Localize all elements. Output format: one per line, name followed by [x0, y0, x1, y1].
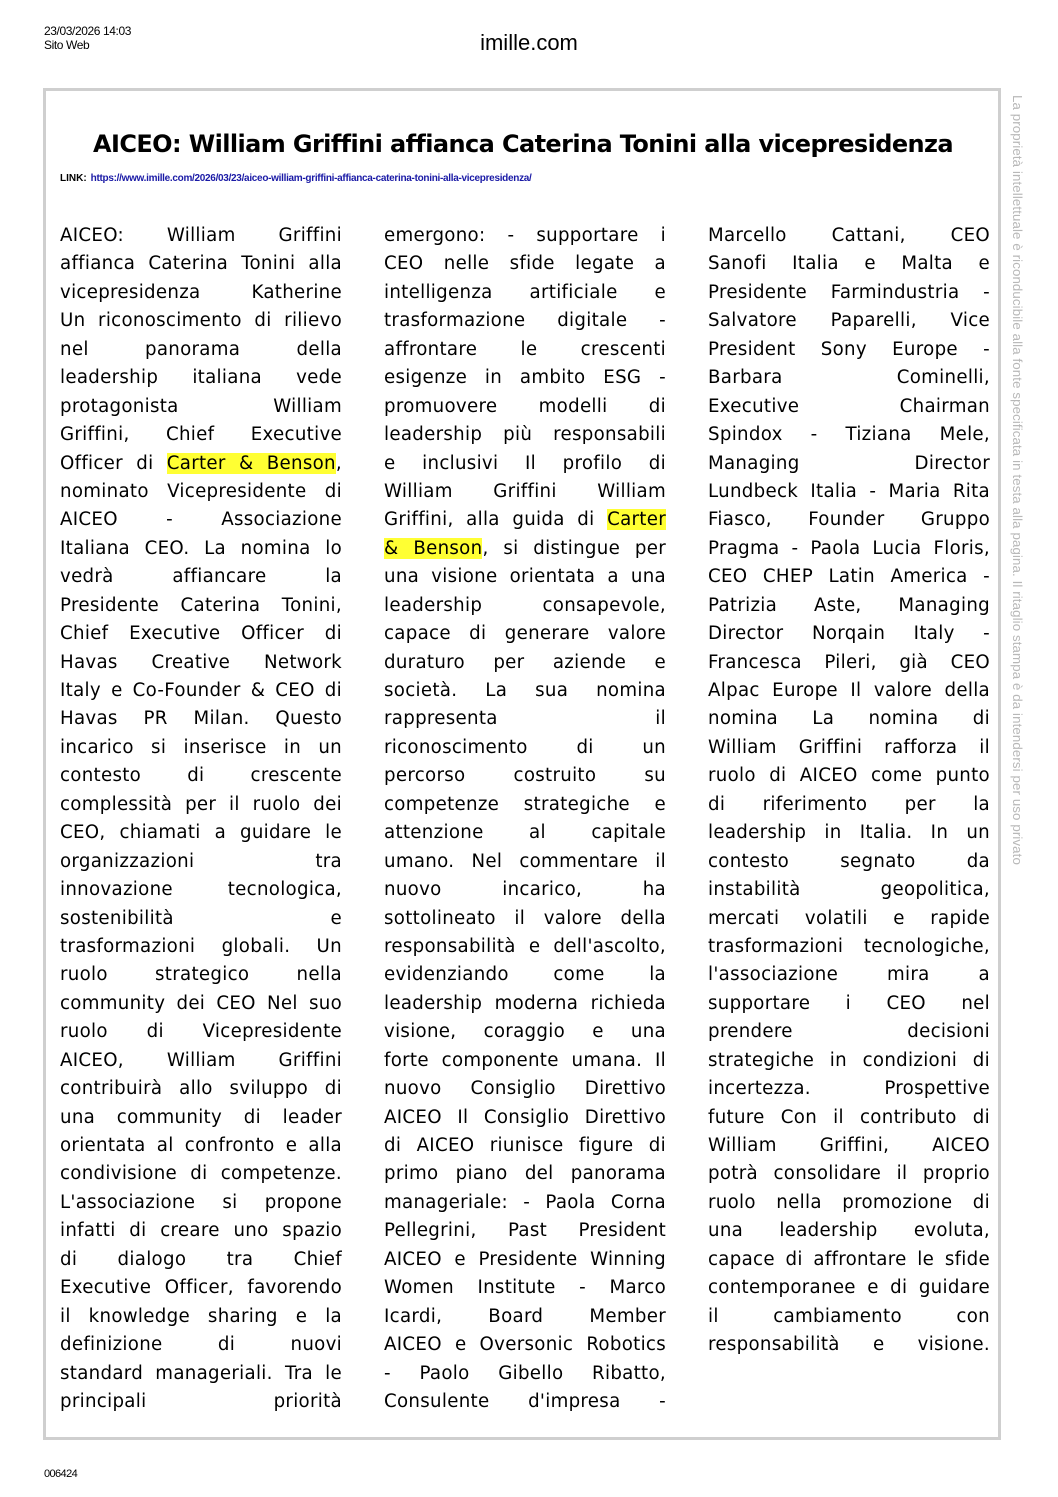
article-text-line: Fiasco, Founder Gruppo — [708, 509, 990, 531]
page-code: 006424 — [44, 1468, 78, 1480]
article-text-line: affianca Caterina Tonini alla — [60, 253, 342, 275]
article-text-line: potrà consolidare il proprio — [708, 1163, 990, 1185]
article-text-line: Griffini, Chief Executive — [60, 424, 342, 446]
article-text-line: vedrà affiancare la — [60, 566, 342, 588]
article-text-line: l'associazione mira a — [708, 964, 990, 986]
text-fragment: Griffini, alla guida di — [384, 509, 608, 531]
link-label: LINK: — [60, 173, 87, 184]
article-text-line: riconoscimento di un — [384, 736, 666, 758]
article-text-line: AICEO Il Consiglio Direttivo — [384, 1106, 666, 1128]
article-text-line: condivisione di competenze. — [60, 1163, 342, 1185]
article-text-line: nuovo incarico, ha — [384, 879, 666, 901]
article-text-line: manageriale: - Paola Corna — [384, 1191, 666, 1213]
article-text-line: e inclusivi Il profilo di — [384, 452, 666, 474]
article-text-line: capace di generare valore — [384, 623, 666, 645]
article-column-2 — [384, 222, 666, 1416]
article-text-line: infatti di creare uno spazio — [60, 1220, 342, 1242]
article-text-line: ruolo strategico nella — [60, 964, 342, 986]
article-text-line: Havas PR Milan. Questo — [60, 708, 342, 730]
article-text-line: capace di affrontare le sfide — [708, 1248, 990, 1270]
article-text-line: nominato Vicepresidente di — [60, 480, 342, 502]
article-text-line: percorso costruito su — [384, 765, 666, 787]
highlighted-keyword: & Benson — [384, 537, 483, 559]
article-text-line: complessità per il ruolo dei — [60, 793, 342, 815]
article-title: AICEO: William Griffini affianca Caterina Tonini alla vicepresidenza — [93, 130, 953, 158]
article-text-line: forte componente umana. Il — [384, 1049, 666, 1071]
article-text-line: una visione orientata a una — [384, 566, 666, 588]
article-text-line: AICEO e Presidente Winning — [384, 1248, 666, 1270]
article-text-line: organizzazioni tra — [60, 850, 342, 872]
article-text-line: community dei CEO Nel suo — [60, 992, 342, 1014]
article-text-line: responsabilità e visione. — [708, 1334, 990, 1356]
article-text-line: standard manageriali. Tra le — [60, 1362, 342, 1384]
article-text-line: Pellegrini, Past President — [384, 1220, 666, 1242]
article-text-line: Alpac Europe Il valore della — [708, 680, 990, 701]
highlighted-keyword: Carter & Benson — [166, 452, 336, 474]
clipping-date-time: 23/03/2026 14:03 — [44, 24, 132, 38]
article-text-line: Salvatore Paparelli, Vice — [708, 310, 990, 332]
article-text-line: definizione di nuovi — [60, 1334, 342, 1356]
article-column-1 — [60, 222, 342, 1416]
article-text-line: trasformazioni globali. Un — [60, 935, 342, 957]
article-text-line: William Griffini, AICEO — [708, 1135, 990, 1156]
article-text-line: CEO nelle sfide legate a — [384, 253, 666, 275]
article-text-line: nel panorama della — [60, 338, 342, 360]
article-text-line: Presidente Farmindustria - — [708, 281, 990, 303]
article-text-line: Patrizia Aste, Managing — [708, 594, 990, 616]
article-text-line: supportare i CEO nel — [708, 992, 990, 1014]
article-text-line: Havas Creative Network — [60, 651, 342, 673]
article-text-line: di riferimento per la — [708, 793, 990, 815]
article-text-line: emergono: - supportare i — [384, 225, 666, 246]
article-text-line: William Griffini William — [384, 480, 666, 502]
article-text-line: President Sony Europe - — [708, 338, 990, 360]
article-text-line: L'associazione si propone — [60, 1191, 342, 1213]
article-text-line: evidenziando come la — [384, 964, 666, 986]
article-text-line: leadership in Italia. In un — [708, 822, 990, 844]
article-text-line: una leadership evoluta, — [708, 1220, 990, 1242]
article-text-line: orientata al confronto e alla — [60, 1135, 342, 1156]
text-fragment: , — [335, 452, 342, 474]
article-text-line: società. La sua nomina — [384, 680, 666, 701]
article-text-line: - Paolo Gibello Ribatto, — [384, 1362, 666, 1384]
article-text-line: instabilità geopolitica, — [708, 879, 990, 901]
article-link[interactable]: https://www.imille.com/2026/03/23/aiceo-william-griffini-affianca-caterina-tonini-alla-vicepresidenza/ — [90, 173, 532, 184]
article-text-line: il cambiamento con — [708, 1305, 990, 1327]
article-text-line: umano. Nel commentare il — [384, 850, 666, 872]
article-text-line: esigenze in ambito ESG - — [384, 367, 666, 389]
article-text-line: leadership moderna richieda — [384, 992, 666, 1014]
article-text-line: incarico si inserisce in un — [60, 736, 342, 758]
article-text-line: di AICEO riunisce figure di — [384, 1135, 666, 1156]
article-text-line: nomina La nomina di — [708, 708, 990, 730]
article-text-line: Chief Executive Officer di — [60, 623, 342, 645]
highlighted-keyword: Carter — [607, 509, 666, 531]
article-text-line: mercati volatili e rapide — [708, 907, 990, 929]
article-text-line: leadership consapevole, — [384, 594, 666, 616]
article-text-line: future Con il contributo di — [708, 1106, 990, 1128]
article-text-line: Francesca Pileri, già CEO — [708, 651, 990, 673]
article-text-line: vicepresidenza Katherine — [60, 281, 342, 303]
article-text-line: Executive Chairman — [708, 395, 990, 417]
article-text-line: CEO CHEP Latin America - — [708, 566, 990, 588]
source-name: imille.com — [480, 30, 578, 55]
article-text-line: Lundbeck Italia - Maria Rita — [708, 480, 990, 502]
article-text-line: attenzione al capitale — [384, 822, 666, 844]
article-text-line: duraturo per aziende e — [384, 651, 666, 673]
article-text-line: leadership italiana vede — [60, 367, 342, 389]
clipping-source-type: Sito Web — [44, 38, 90, 52]
article-text-line: Women Institute - Marco — [384, 1277, 666, 1299]
article-text-line: promuovere modelli di — [384, 395, 666, 417]
article-text-line: Italiana CEO. La nomina lo — [60, 537, 342, 559]
article-text-line: CEO, chiamati a guidare le — [60, 822, 342, 844]
article-text-line: trasformazione digitale - — [384, 310, 666, 332]
article-text-line: rappresenta il — [384, 708, 666, 730]
article-text-line: sostenibilità e — [60, 907, 342, 929]
article-text-line: strategiche in condizioni di — [708, 1049, 990, 1071]
article-text-line: Un riconoscimento di rilievo — [60, 310, 342, 332]
article-text-line: Barbara Cominelli, — [708, 367, 990, 389]
article-text-line: William Griffini rafforza il — [708, 736, 990, 758]
article-text-line: Spindox - Tiziana Mele, — [708, 424, 990, 446]
article-text-line: intelligenza artificiale e — [384, 281, 666, 303]
article-text-line: Managing Director — [708, 452, 990, 474]
article-text-line: visione, coraggio e una — [384, 1021, 666, 1043]
article-text-line: AICEO - Associazione — [60, 509, 342, 531]
article-text-line: trasformazioni tecnologiche, — [708, 935, 990, 957]
article-text-line: contemporanee e di guidare — [708, 1277, 990, 1299]
article-column-3 — [708, 222, 990, 1360]
article-text-line: primo piano del panorama — [384, 1163, 666, 1185]
text-fragment: , si distingue per — [482, 537, 666, 559]
article-text-line: Director Norqain Italy - — [708, 623, 990, 645]
article-text-line: ruolo nella promozione di — [708, 1191, 990, 1213]
article-text-line: incertezza. Prospettive — [708, 1078, 990, 1100]
article-text-line: Executive Officer, favorendo — [60, 1277, 342, 1299]
article-text-line: Italy e Co-Founder & CEO di — [60, 680, 342, 701]
article-link-row — [60, 173, 532, 184]
article-text-line: Marcello Cattani, CEO — [708, 225, 990, 246]
article-text-line — [384, 535, 666, 563]
article-text-line: il knowledge sharing e la — [60, 1305, 342, 1327]
article-text-line: competenze strategiche e — [384, 793, 666, 815]
copyright-notice-text: La proprietà intellettuale è riconducibile alla fonte specificata in testa alla pagina. Il ritaglio stampa è da intendersi per uso privato — [1010, 95, 1025, 865]
article-text-line: sottolineato il valore della — [384, 907, 666, 929]
article-text-line: protagonista William — [60, 395, 342, 417]
article-text-line: Consulente d'impresa - — [384, 1390, 666, 1412]
article-text-line: Pragma - Paola Lucia Floris, — [708, 537, 990, 559]
article-text-line: affrontare le crescenti — [384, 338, 666, 360]
article-text-line: AICEO: William Griffini — [60, 225, 342, 246]
article-text-line: nuovo Consiglio Direttivo — [384, 1078, 666, 1100]
article-text-line — [384, 506, 666, 534]
article-text-line: una community di leader — [60, 1106, 342, 1128]
article-text-line: AICEO, William Griffini — [60, 1049, 342, 1071]
article-text-line: ruolo di Vicepresidente — [60, 1021, 342, 1043]
text-fragment: Officer di — [60, 452, 167, 474]
article-text-line — [60, 450, 342, 478]
copyright-notice — [1008, 95, 1028, 915]
article-text-line: Sanofi Italia e Malta e — [708, 253, 990, 275]
article-text-line: di dialogo tra Chief — [60, 1248, 342, 1270]
article-text-line: Icardi, Board Member — [384, 1305, 666, 1327]
article-text-line: innovazione tecnologica, — [60, 879, 342, 901]
article-text-line: responsabilità e dell'ascolto, — [384, 935, 666, 957]
article-text-line: ruolo di AICEO come punto — [708, 765, 990, 787]
article-text-line: contesto di crescente — [60, 765, 342, 787]
article-text-line: principali priorità — [60, 1390, 342, 1412]
article-text-line: Presidente Caterina Tonini, — [60, 594, 342, 616]
article-text-line: AICEO e Oversonic Robotics — [384, 1334, 666, 1356]
article-text-line: prendere decisioni — [708, 1021, 990, 1043]
article-text-line: contesto segnato da — [708, 850, 990, 872]
article-text-line: contribuirà allo sviluppo di — [60, 1078, 342, 1100]
article-text-line: leadership più responsabili — [384, 424, 666, 446]
